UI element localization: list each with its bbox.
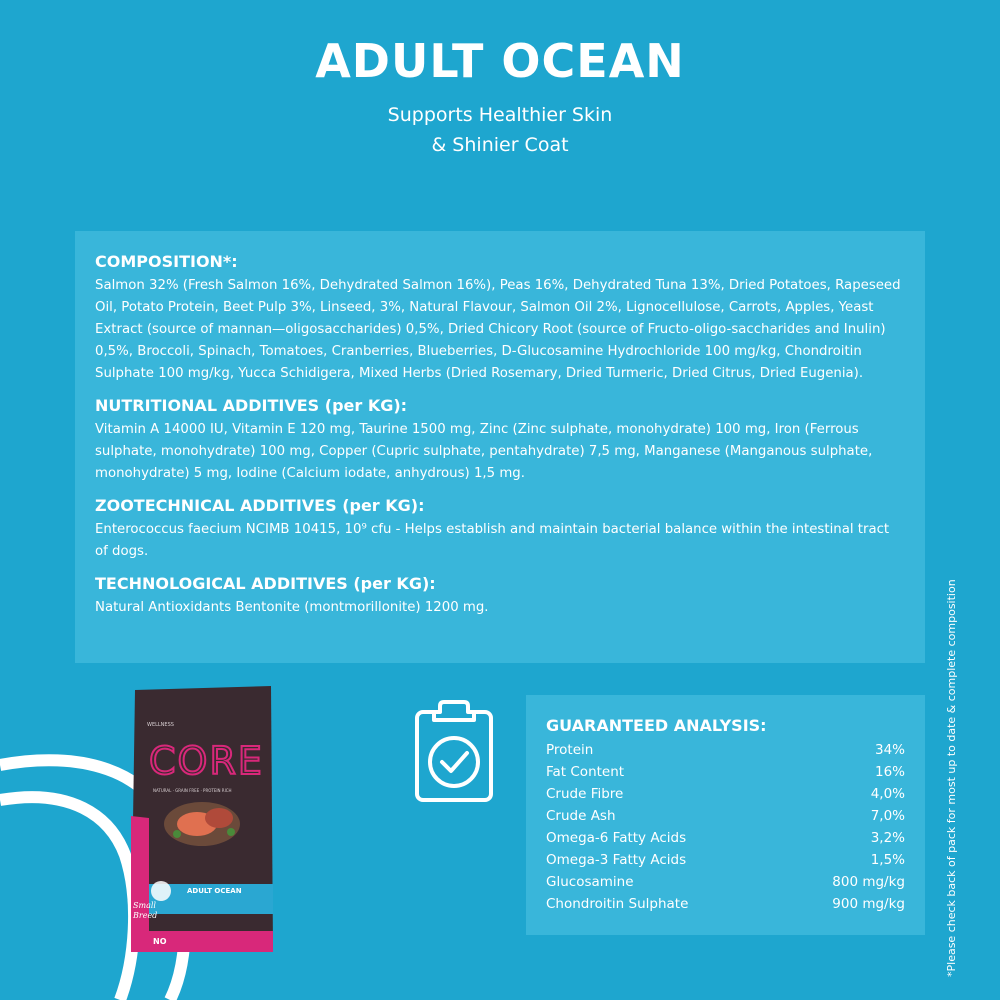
technological-additives-text: Natural Antioxidants Bentonite (montmorillonite) 1200 mg.	[95, 600, 489, 615]
bag-brand-small: WELLNESS	[147, 722, 174, 728]
analysis-value: 1,5%	[870, 852, 905, 868]
analysis-row	[546, 871, 905, 893]
zootechnical-additives-section	[95, 495, 905, 563]
analysis-row	[546, 805, 905, 827]
bag-badge-line-2: Breed	[133, 911, 158, 920]
product-bag-image	[127, 686, 277, 952]
analysis-value: 800 mg/kg	[832, 874, 905, 890]
subtitle-line-1: Supports Healthier Skin	[387, 104, 613, 126]
analysis-label: Chondroitin Sulphate	[546, 896, 689, 912]
technological-additives-section	[95, 573, 905, 619]
analysis-value: 3,2%	[870, 830, 905, 846]
side-disclaimer: *Please check back of pack for most up to date & complete composition	[945, 579, 958, 977]
composition-panel	[75, 231, 925, 663]
analysis-value: 34%	[874, 742, 905, 758]
bag-tagline: NATURAL · GRAIN FREE · PROTEIN RICH	[153, 788, 232, 793]
analysis-row	[546, 761, 905, 783]
bag-badge-line-1: Small	[133, 901, 156, 910]
bag-brand-logo: CORE	[149, 739, 264, 783]
analysis-row	[546, 849, 905, 871]
guaranteed-analysis-panel	[526, 695, 925, 935]
analysis-row	[546, 893, 905, 915]
technological-additives-heading: TECHNOLOGICAL ADDITIVES (per KG):	[95, 574, 436, 593]
analysis-value: 7,0%	[870, 808, 905, 824]
composition-text: Salmon 32% (Fresh Salmon 16%, Dehydrated Salmon 16%), Peas 16%, Dehydrated Tuna 13%, Dried Potatoes, Rapeseed Oil, Potato Protein, Beet Pulp 3%, Linseed, 3%, Natural Flavour, Salmon Oil 2%, Lignocellulose, Carrots, Apples, Yeast Extract (source of mannan—oligosaccharides) 0,5%, Dried Chicory Root (source of Fructo-oligo-saccharides and Inulin) 0,5%, Broccoli, Spinach, Tomatoes, Cranberries, Blueberries, D-Glucosamine Hydrochloride 100 mg/kg, Chondroitin Sulphate 100 mg/kg, Yucca Schidigera, Mixed Herbs (Dried Rosemary, Dried Turmeric, Dried Citrus, Dried Eugenia).	[95, 278, 901, 381]
analysis-row	[546, 739, 905, 761]
analysis-value: 16%	[874, 764, 905, 780]
analysis-label: Omega-3 Fatty Acids	[546, 852, 687, 868]
bag-bottom-mark: NO	[153, 937, 167, 946]
clipboard-check-icon	[412, 700, 496, 804]
nutritional-additives-section	[95, 395, 905, 485]
zootechnical-additives-heading: ZOOTECHNICAL ADDITIVES (per KG):	[95, 496, 425, 515]
subtitle-line-2: & Shinier Coat	[431, 134, 569, 156]
analysis-label: Crude Fibre	[546, 786, 624, 802]
nutritional-additives-heading: NUTRITIONAL ADDITIVES (per KG):	[95, 396, 408, 415]
analysis-row	[546, 783, 905, 805]
composition-section	[95, 251, 905, 385]
page-subtitle	[0, 100, 1000, 160]
zootechnical-additives-text: Enterococcus faecium NCIMB 10415, 10⁹ cfu - Helps establish and maintain bacterial balance within the intestinal tract of dogs.	[95, 522, 890, 559]
analysis-label: Fat Content	[546, 764, 625, 780]
analysis-value: 4,0%	[870, 786, 905, 802]
analysis-value: 900 mg/kg	[832, 896, 905, 912]
analysis-label: Glucosamine	[546, 874, 634, 890]
guaranteed-analysis-title: GUARANTEED ANALYSIS:	[546, 716, 767, 735]
page-title: ADULT OCEAN	[315, 34, 685, 88]
composition-heading: COMPOSITION*:	[95, 252, 238, 271]
nutritional-additives-text: Vitamin A 14000 IU, Vitamin E 120 mg, Taurine 1500 mg, Zinc (Zinc sulphate, monohydrate) 100 mg, Iron (Ferrous sulphate, monohydrate) 100 mg, Copper (Cupric sulphate, pentahydrate) 7,5 mg, Manganese (Manganous sulphate, monohydrate) 5 mg, Iodine (Calcium iodate, anhydrous) 1,5 mg.	[95, 422, 873, 481]
analysis-row	[546, 827, 905, 849]
analysis-label: Crude Ash	[546, 808, 616, 824]
analysis-label: Omega-6 Fatty Acids	[546, 830, 687, 846]
analysis-label: Protein	[546, 742, 594, 758]
bag-variant-label: ADULT OCEAN	[187, 887, 242, 895]
